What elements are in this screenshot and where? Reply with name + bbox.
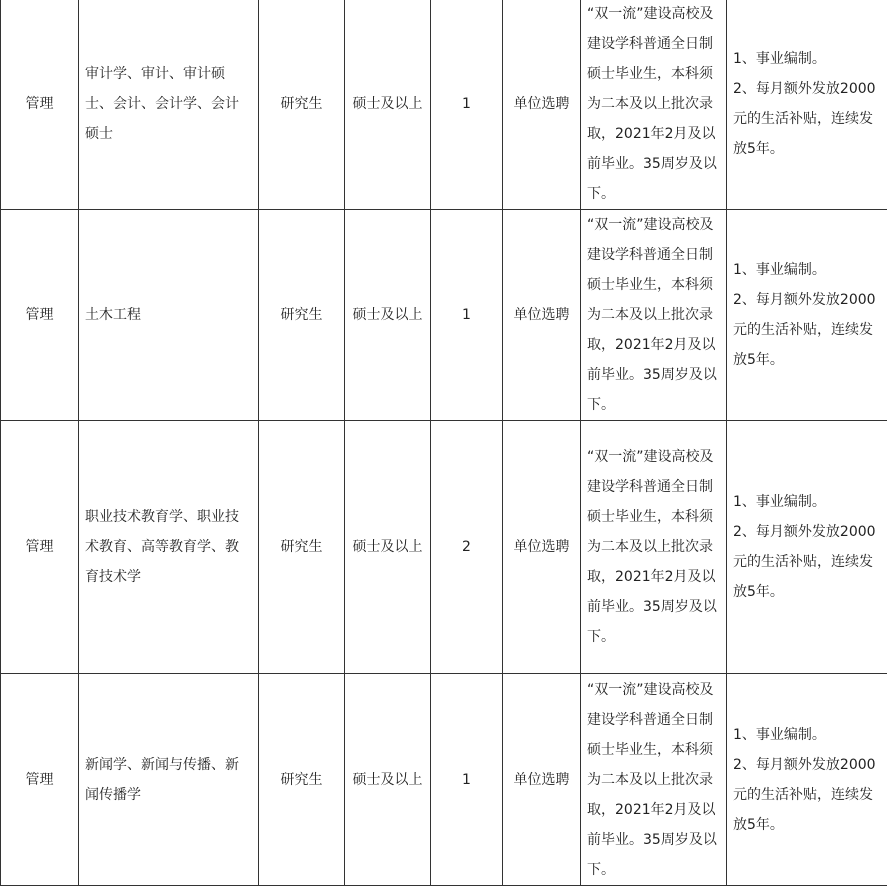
degree-cell: 硕士及以上	[345, 210, 431, 421]
requirements-cell: “双一流”建设高校及建设学科普通全日制硕士毕业生，本科须为二本及以上批次录取，2021年2月及以前毕业。35周岁及以下。	[581, 674, 727, 886]
count-cell: 1	[431, 0, 503, 210]
method-cell: 单位选聘	[503, 0, 581, 210]
category-cell: 管理	[1, 210, 79, 421]
note-line: 2、每月额外发放2000元的生活补贴，连续发放5年。	[733, 756, 876, 833]
method-cell: 单位选聘	[503, 421, 581, 674]
education-cell: 研究生	[259, 0, 345, 210]
note-line: 1、事业编制。	[733, 726, 826, 743]
notes-cell	[727, 210, 887, 421]
notes-cell	[727, 421, 887, 674]
note-line: 1、事业编制。	[733, 51, 826, 67]
note-line: 2、每月额外发放2000元的生活补贴，连续发放5年。	[733, 292, 876, 368]
table-row	[1, 674, 887, 886]
note-line: 2、每月额外发放2000元的生活补贴，连续发放5年。	[733, 524, 876, 600]
requirements-cell: “双一流”建设高校及建设学科普通全日制硕士毕业生，本科须为二本及以上批次录取，2021年2月及以前毕业。35周岁及以下。	[581, 210, 727, 421]
degree-cell: 硕士及以上	[345, 421, 431, 674]
category-cell: 管理	[1, 0, 79, 210]
major-cell: 新闻学、新闻与传播、新闻传播学	[79, 674, 259, 886]
notes-cell	[727, 0, 887, 210]
note-line: 2、每月额外发放2000元的生活补贴，连续发放5年。	[733, 81, 876, 157]
education-cell: 研究生	[259, 421, 345, 674]
table-row	[1, 210, 887, 421]
note-line: 1、事业编制。	[733, 494, 826, 510]
requirements-cell: “双一流”建设高校及建设学科普通全日制硕士毕业生，本科须为二本及以上批次录取，2021年2月及以前毕业。35周岁及以下。	[581, 421, 727, 674]
major-cell: 土木工程	[79, 210, 259, 421]
degree-cell: 硕士及以上	[345, 674, 431, 886]
category-cell: 管理	[1, 421, 79, 674]
major-cell: 审计学、审计、审计硕士、会计、会计学、会计硕士	[79, 0, 259, 210]
degree-cell: 硕士及以上	[345, 0, 431, 210]
count-cell: 1	[431, 674, 503, 886]
table-row	[1, 421, 887, 674]
notes-cell	[727, 674, 887, 886]
table-row	[1, 0, 887, 210]
method-cell: 单位选聘	[503, 210, 581, 421]
education-cell: 研究生	[259, 210, 345, 421]
count-cell: 1	[431, 210, 503, 421]
education-cell: 研究生	[259, 674, 345, 886]
note-line: 1、事业编制。	[733, 262, 826, 278]
category-cell: 管理	[1, 674, 79, 886]
count-cell: 2	[431, 421, 503, 674]
requirements-cell: “双一流”建设高校及建设学科普通全日制硕士毕业生，本科须为二本及以上批次录取，2021年2月及以前毕业。35周岁及以下。	[581, 0, 727, 210]
major-cell: 职业技术教育学、职业技术教育、高等教育学、教育技术学	[79, 421, 259, 674]
method-cell: 单位选聘	[503, 674, 581, 886]
